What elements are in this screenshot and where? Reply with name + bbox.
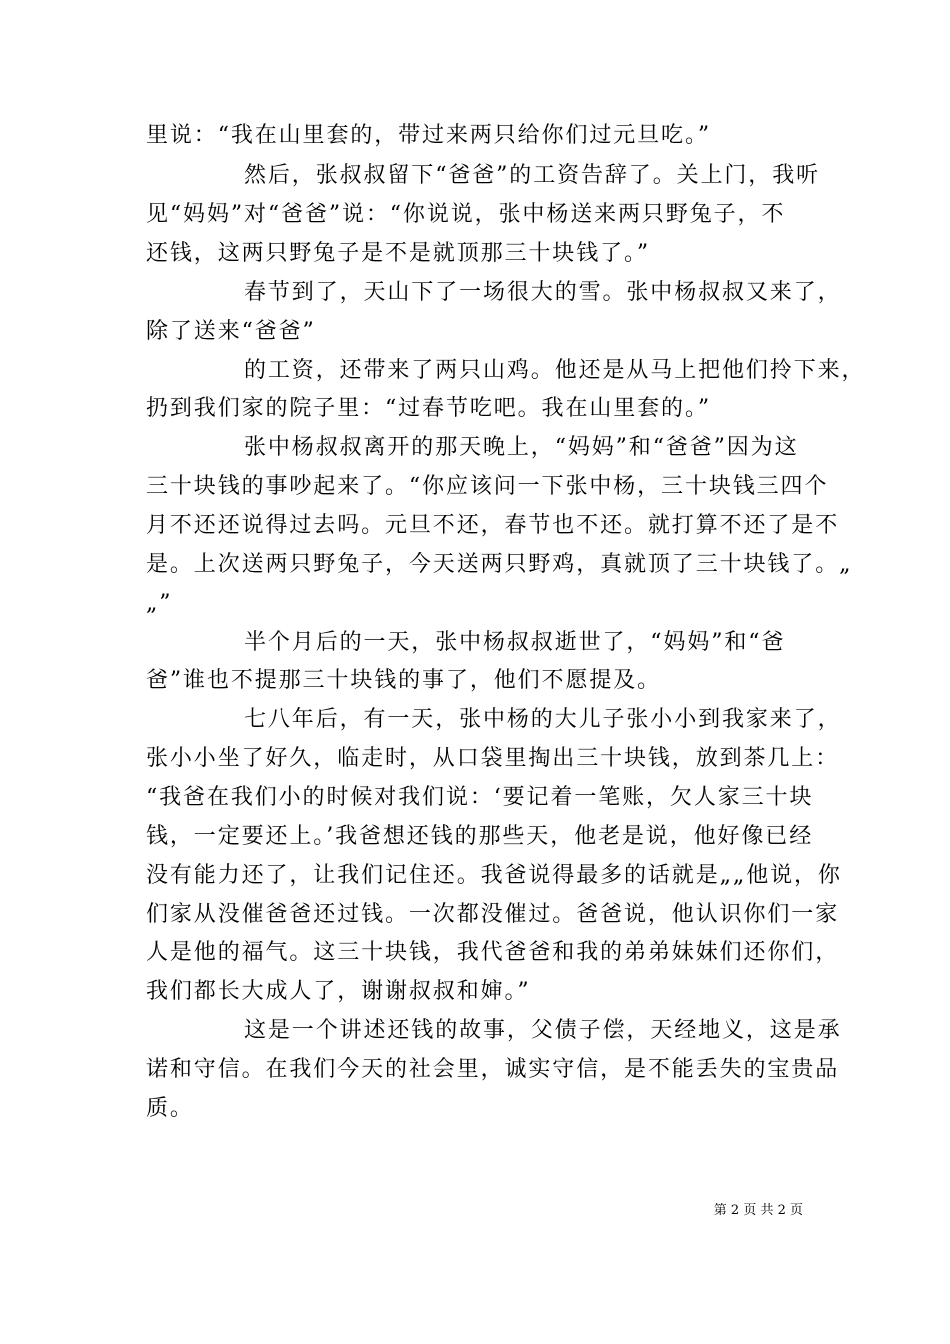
text-line: 张中杨叔叔离开的那天晚上，“妈妈”和“爸爸”因为这	[244, 435, 799, 460]
text-line: 半个月后的一天，张中杨叔叔逝世了，“妈妈”和“爸	[244, 630, 786, 655]
page-number: 第 2 页 共 2 页	[713, 1203, 803, 1218]
text-line: 人是他的福气。这三十块钱，我代爸爸和我的弟弟妹妹们还你们，	[146, 940, 840, 965]
text-line: 扔到我们家的院子里：“过春节吃吧。我在山里套的。”	[146, 396, 711, 421]
text-line: “我爸在我们小的时候对我们说：‘要记着一笔账，欠人家三十块	[146, 785, 814, 810]
text-line: 七八年后，有一天，张中杨的大儿子张小小到我家来了，	[244, 707, 842, 732]
text-line: 钱，一定要还上。’我爸想还钱的那些天，他老是说，他好像已经	[146, 824, 814, 849]
text-line: 里说：“我在山里套的，带过来两只给你们过元旦吃。”	[146, 123, 711, 148]
text-line: 还钱，这两只野兔子是不是就顶那三十块钱了。”	[146, 241, 651, 266]
text-line: 然后，张叔叔留下“爸爸”的工资告辞了。关上门，我听	[244, 163, 820, 188]
text-line: 三十块钱的事吵起来了。“你应该问一下张中杨，三十块钱三四个	[146, 474, 829, 499]
text-line: 质。	[146, 1096, 194, 1121]
text-line: 春节到了，天山下了一场很大的雪。张中杨叔叔又来了，	[244, 280, 842, 305]
text-line: 诺和守信。在我们今天的社会里，诚实守信，是不能丢失的宝贵品	[146, 1057, 840, 1082]
text-line: 没有能力还了，让我们记住还。我爸说得最多的话就是„„他说，你	[146, 863, 842, 888]
text-line: 们家从没催爸爸还过钱。一次都没催过。爸爸说，他认识你们一家	[146, 902, 840, 927]
text-line: 这是一个讲述还钱的故事，父债子偿，天经地义，这是承	[244, 1018, 842, 1043]
text-line: 除了送来“爸爸”	[146, 319, 316, 344]
text-line: 我们都长大成人了，谢谢叔叔和婶。”	[146, 979, 531, 1004]
text-line: 张小小坐了好久，临走时，从口袋里掏出三十块钱，放到茶几上：	[146, 746, 840, 771]
text-line: 见“妈妈”对“爸爸”说：“你说说，张中杨送来两只野兔子，不	[146, 202, 786, 227]
text-line: 月不还还说得过去吗。元旦不还，春节也不还。就打算不还了是不	[146, 513, 840, 538]
text-line: 是。上次送两只野兔子，今天送两只野鸡，真就顶了三十块钱了。„	[146, 552, 853, 577]
text-line: 的工资，还带来了两只山鸡。他还是从马上把他们拎下来，	[244, 358, 866, 383]
text-line: 爸”谁也不提那三十块钱的事了，他们不愿提及。	[146, 668, 662, 693]
text-line: „”	[146, 591, 173, 616]
